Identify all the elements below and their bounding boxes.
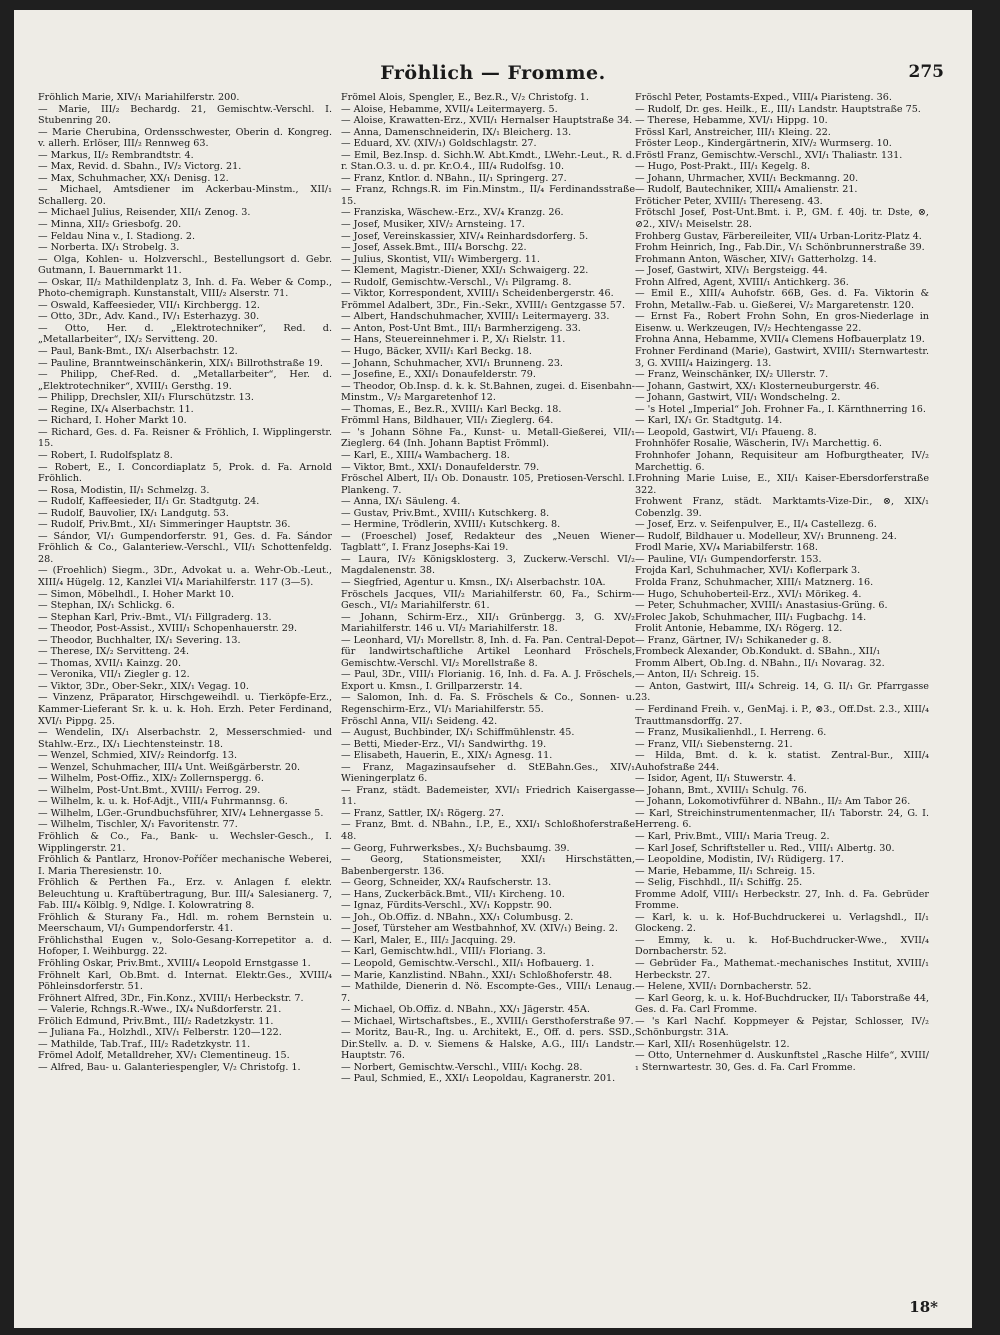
directory-entry: — Michael, Ob.Offiz. d. NBahn., XX/₁ Jägerstr. 45A. (341, 1004, 590, 1016)
directory-entry: — Emil, Bez.Insp. d. Sichh.W. Abt.Kmdt., LWehr.-Leut., R. d. r. Stan.O.3. u. d. pr. Kr.O.4., III/₄ Rudolfsg. 10. (341, 149, 635, 173)
directory-entry: — Hugo, Post-Prakt., III/₁ Kegelg. 8. (635, 161, 811, 173)
directory-entry: — Aloise, Krawatten-Erz., XVII/₁ Hernalser Hauptstraße 34. (341, 115, 633, 127)
directory-entry: — Oskar, II/₂ Mathildenplatz 3, Inh. d. Fa. Weber & Comp., Photo-chemigraph. Kunstanstalt, VIII/₂ Alserstr. 71. (38, 276, 332, 300)
directory-entry: — Georg, Stationsmeister, XXI/₁ Hirschstätten, Babenbergerstr. 136. (341, 854, 635, 877)
directory-entry: — Ignaz, Fürdits-Verschl., XV/₁ Koppstr. 90. (341, 900, 553, 912)
directory-entry: — Betti, Mieder-Erz., VI/₁ Sandwirthg. 19. (341, 738, 547, 750)
directory-entry: — Franz, Kntlor. d. NBahn., II/₁ Springerg. 27. (341, 172, 567, 184)
directory-entry: — Hugo, Bäcker, XVII/₁ Karl Beckg. 18. (341, 346, 532, 358)
directory-entry: — Ferdinand Freih. v., GenMaj. i. P., ⊗3., Off.Dst. 2.3., XIII/₄ Trauttmansdorffg. 27. (635, 703, 929, 727)
directory-entry: — Leopoldine, Modistin, IV/₁ Rüdigerg. 17. (635, 854, 844, 866)
directory-entry: — Theodor, Ob.Insp. d. k. k. St.Bahnen, zugei. d. Eisenbahn-Minstm., V/₂ Margaretenhof 12. (341, 380, 635, 404)
directory-entry: Fröhnelt Karl, Ob.Bmt. d. Internat. Elektr.Ges., XVIII/₄ Pöhleinsdorferstr. 51. (38, 969, 332, 993)
directory-entry: — Wilhelm, Post-Offiz., XIX/₂ Zollernspergg. 6. (38, 773, 264, 785)
directory-entry: — Emil E., XIII/₄ Auhofstr. 66B, Ges. d. Fa. Viktorin & Frohn, Metallw.-Fab. u. Gießerei, V/₂ Margaretenstr. 120. (635, 288, 929, 311)
directory-entry: — Wilhelm, Tischler, X/₁ Favoritenstr. 77. (38, 819, 238, 831)
directory-entry: — Therese, Hebamme, XVI/₁ Hippg. 10. (635, 115, 828, 127)
directory-entry: — Johann, Schuhmacher, XVI/₁ Brunneng. 23. (341, 357, 563, 369)
directory-entry: — Viktor, 3Dr., Ober-Sekr., XIX/₁ Vegag. 10. (38, 680, 249, 692)
directory-entry: Frohm Heinrich, Ing., Fab.Dir., V/₁ Schönbrunnerstraße 39. (635, 242, 925, 254)
directory-entry: Frohmann Anton, Wäscher, XIV/₁ Gatterholzg. 14. (635, 253, 877, 265)
directory-entry: — Franz, Bmt. d. NBahn., I.P., E., XXI/₁ Schloßhoferstraße 48. (341, 819, 635, 842)
directory-entry: Fröschel Albert, II/₁ Ob. Donaustr. 105, Pretiosen-Verschl. I. Plankeng. 7. (341, 473, 635, 496)
directory-entry: — Johann, Uhrmacher, XVII/₁ Beckmanng. 20. (635, 172, 859, 184)
directory-entry: — Hugo, Schuhoberteil-Erz., XVI/₁ Mörikeg. 4. (635, 588, 862, 600)
directory-entry: — Hans, Zuckerbäck.Bmt., VII/₁ Kircheng. 10. (341, 888, 565, 900)
directory-entry: — (Froeschel) Josef, Redakteur des „Neuen Wiener Tagblatt“, I. Franz Josephs-Kai 19. (341, 530, 635, 554)
directory-entry: Fröhlich & Sturany Fa., Hdl. m. rohem Bernstein u. Meerschaum, VI/₁ Gumpendorferstr. 41. (38, 911, 332, 935)
directory-entry: — Josef, Gastwirt, XIV/₁ Bergsteigg. 44. (635, 265, 828, 277)
directory-column-1 (38, 92, 332, 1073)
directory-entry: Fromme Adolf, VIII/₁ Herbeckstr. 27, Inh. d. Fa. Gebrüder Fromme. (635, 888, 929, 912)
directory-entry: Fromm Albert, Ob.Ing. d. NBahn., II/₁ Novarag. 32. (635, 657, 885, 669)
directory-entry: — Karl, Priv.Bmt., VIII/₁ Maria Treug. 2. (635, 831, 830, 842)
directory-entry: — Karl, IX/₁ Gr. Stadtgutg. 14. (635, 415, 783, 427)
directory-entry: — Wilhelm, k. u. k. Hof-Adjt., VIII/₄ Fuhrmannsg. 6. (38, 796, 288, 808)
directory-entry: Fröhlich & Pantlarz, Hronov-Poříčer mechanische Weberei, I. Maria Theresienstr. 10. (38, 854, 332, 877)
directory-entry: — Karl, E., XIII/₄ Wambacherg. 18. (341, 449, 510, 461)
directory-entry: — Paul, Bank-Bmt., IX/₁ Alserbachstr. 12. (38, 346, 238, 358)
directory-entry: — Johann, Gastwirt, XX/₁ Klosterneuburgerstr. 46. (635, 380, 880, 392)
directory-entry: — Simon, Möbelhdl., I. Hoher Markt 10. (38, 588, 235, 600)
directory-entry: Frömml Hans, Bildhauer, VII/₁ Zieglerg. 64. (341, 415, 554, 427)
directory-entry: — 's Johann Söhne Fa., Kunst- u. Metall-Gießerei, VII/₁ Zieglerg. 64 (Inh. Johann Baptist Frömml). (341, 426, 635, 450)
directory-entry: — Regine, IX/₄ Alserbachstr. 11. (38, 403, 194, 415)
directory-entry: — Albert, Handschuhmacher, XVIII/₁ Leitermayerg. 33. (341, 311, 610, 323)
directory-entry: — Franz, Magazinsaufseher d. StEBahn.Ges., XIV/₁ Wieningerplatz 6. (341, 761, 635, 785)
directory-entry: — Minna, XII/₂ Griesbofg. 20. (38, 219, 182, 231)
directory-entry: — Robert, E., I. Concordiaplatz 5, Prok. d. Fa. Arnold Fröhlich. (38, 461, 332, 485)
directory-entry: — Josef, Vereinskassier, XIV/₄ Reinhardsdorferg. 5. (341, 230, 589, 242)
directory-entry: Frölich Edmund, Priv.Bmt., III/₂ Radetzkystr. 11. (38, 1015, 274, 1027)
directory-entry: — Peter, Schuhmacher, XVIII/₁ Anastasius-Grüng. 6. (635, 600, 888, 612)
directory-entry: Fröster Leop., Kindergärtnerin, XIV/₂ Wurmserg. 10. (635, 138, 892, 150)
directory-entry: — Gebrüder Fa., Mathemat.-mechanisches Institut, XVIII/₁ Herbeckstr. 27. (635, 958, 929, 981)
directory-entry: Fröhlich Marie, XIV/₁ Mariahilferstr. 200. (38, 92, 240, 103)
directory-entry: — Anton, Gastwirt, III/₄ Schreig. 14, G. II/₁ Gr. Pfarrgasse 23. (635, 680, 929, 704)
directory-entry: — Eduard, XV. (XIV/₁) Goldschlagstr. 27. (341, 138, 537, 150)
directory-entry: — Pauline, Branntweinschänkerin, XIX/₁ Billrothstraße 19. (38, 357, 323, 369)
directory-entry: — Laura, IV/₂ Königsklosterg. 3, Zuckerw.-Verschl. VI/₂ Magdalenenstr. 38. (341, 553, 635, 577)
directory-entry: — Karl, Maler, E., III/₂ Jacquing. 29. (341, 934, 516, 946)
directory-entry: — Julius, Skontist, VII/₁ Wimbergerg. 11. (341, 253, 540, 265)
directory-entry: Frötschl Josef, Post-Unt.Bmt. i. P., GM. f. 40j. tr. Dste, ⊗, ⊘2., XIV/₁ Meiselstr. 28. (635, 207, 929, 231)
directory-entry: — Theodor, Buchhalter, IX/₁ Severing. 13. (38, 634, 241, 646)
directory-entry: — Anna, Damenschneiderin, IX/₁ Bleicherg. 13. (341, 126, 572, 138)
signature-mark: 18* (909, 1298, 938, 1316)
directory-entry: — Paul, 3Dr., VIII/₁ Florianig. 16, Inh. d. Fa. A. J. Fröschels, Export u. Kmsn., I. Grillparzerstr. 14. (341, 669, 635, 692)
directory-entry: — 's Karl Nachf. Koppmeyer & Pejstar, Schlosser, IV/₂ Schönburgstr. 31A. (635, 1015, 929, 1039)
directory-entry: — Gustav, Priv.Bmt., XVIII/₁ Kutschkerg. 8. (341, 507, 550, 519)
directory-entry: — Josef, Türsteher am Westbahnhof, XV. (XIV/₁) Being. 2. (341, 923, 618, 935)
directory-entry: — Salomon, Inh. d. Fa. S. Fröschels & Co., Sonnen- u. Regenschirm-Erz., VI/₁ Mariahilferstr. 55. (341, 692, 635, 715)
directory-entry: — Alfred, Bau- u. Galanteriespengler, V/₂ Christofg. 1. (38, 1061, 301, 1073)
directory-entry: Fröschl Peter, Postamts-Exped., VIII/₄ Piaristeng. 36. (635, 92, 892, 103)
directory-entry: — Ernst Fa., Robert Frohn Sohn, En gros-Niederlage in Eisenw. u. Werkzeugen, IV/₂ Hechtengasse 22. (635, 311, 929, 334)
directory-entry: Fröhlichsthal Eugen v., Solo-Gesang-Korrepetitor a. d. Hofoper, I. Weihburgg. 22. (38, 934, 332, 958)
directory-entry: Frohn Alfred, Agent, XVIII/₁ Antichkerg. 36. (635, 276, 849, 288)
directory-entry: — Georg, Schneider, XX/₄ Raufscherstr. 13. (341, 877, 552, 889)
directory-entry: — Michael Julius, Reisender, XII/₁ Zenog. 3. (38, 207, 251, 219)
directory-entry: Fröhlich & Co., Fa., Bank- u. Wechsler-Gesch., I. Wipplingerstr. 21. (38, 831, 332, 854)
directory-entry: — Karl Josef, Schriftsteller u. Red., VIII/₁ Albertg. 30. (635, 842, 895, 854)
directory-entry: — Anton, Post-Unt Bmt., III/₁ Barmherzigeng. 33. (341, 322, 581, 334)
directory-entry: — Viktor, Bmt., XXI/₁ Donaufelderstr. 79. (341, 461, 540, 473)
directory-entry: Fröhling Oskar, Priv.Bmt., XVIII/₄ Leopold Ernstgasse 1. (38, 958, 311, 970)
directory-entry: — Michael, Amtsdiener im Ackerbau-Minstm., XII/₁ Schallerg. 20. (38, 184, 332, 207)
directory-entry: Frohner Ferdinand (Marie), Gastwirt, XVIII/₁ Sternwartestr. 3, G. XVIII/₄ Haizingerg. 13. (635, 346, 929, 369)
directory-entry: Frolda Franz, Schuhmacher, XIII/₁ Matznerg. 16. (635, 576, 874, 588)
directory-entry: Fröhnert Alfred, 3Dr., Fin.Konz., XVIII/₁ Herbeckstr. 7. (38, 992, 304, 1004)
directory-entry: — Franz, VII/₁ Siebensterng. 21. (635, 738, 793, 750)
directory-entry: — Otto, Her. d. „Elektrotechniker“, Red. d. „Metallarbeiter“, IX/₂ Servitteng. 20. (38, 322, 332, 346)
directory-entry: — Karl, k. u. k. Hof-Buchdruckerei u. Verlagshdl., II/₁ Glockeng. 2. (635, 911, 929, 935)
directory-entry: — Karl, Gemischtw.hdl., VIII/₁ Floriang. 3. (341, 946, 546, 958)
directory-entry: — August, Buchbinder, IX/₁ Schiffmühlenstr. 45. (341, 727, 575, 739)
directory-entry: — Veronika, VII/₁ Ziegler g. 12. (38, 669, 190, 681)
directory-entry: — Franziska, Wäschew.-Erz., XV/₄ Kranzg. 26. (341, 207, 564, 219)
directory-entry: — Aloise, Hebamme, XVII/₄ Leitermayerg. 5. (341, 103, 558, 115)
directory-entry: — Josef, Erz. v. Seifenpulver, E., II/₄ Castellezg. 6. (635, 519, 877, 531)
directory-entry: Frömmel Adalbert, 3Dr., Fin.-Sekr., XVIII/₁ Gentzgasse 57. (341, 299, 626, 311)
directory-entry: — 's Hotel „Imperial“ Joh. Frohner Fa., I. Kärnthnerring 16. (635, 403, 926, 415)
directory-entry: — Siegfried, Agentur u. Kmsn., IX/₁ Alserbachstr. 10A. (341, 576, 606, 588)
directory-column-3 (635, 92, 929, 1073)
directory-entry: Frojda Karl, Schuhmacher, XVI/₁ Koflerpark 3. (635, 565, 861, 577)
directory-entry: — Karl, XII/₁ Rosenhügelstr. 12. (635, 1038, 790, 1050)
directory-entry: — Rudolf, Bauvolier, IX/₁ Landgutg. 53. (38, 507, 229, 519)
directory-entry: Frohning Marie Luise, E., XII/₁ Kaiser-Ebersdorferstraße 322. (635, 473, 929, 496)
directory-entry: — Selig, Fischhdl., II/₁ Schiffg. 25. (635, 877, 803, 889)
directory-page (14, 10, 972, 1328)
directory-entry: — Marie, Kanzlistind. NBahn., XXI/₁ Schloßhoferstr. 48. (341, 969, 613, 981)
directory-column-2 (341, 92, 635, 1085)
directory-entry: — Helene, XVII/₁ Dornbacherstr. 52. (635, 981, 812, 993)
directory-entry: — Hermine, Trödlerin, XVIII/₁ Kutschkerg. 8. (341, 519, 561, 531)
directory-entry: — Philipp, Drechsler, XII/₁ Flurschützstr. 13. (38, 392, 254, 404)
directory-entry: — Richard, I. Hoher Markt 10. (38, 415, 187, 427)
directory-entry: — Rudolf, Bautechniker, XIII/₄ Amalienstr. 21. (635, 184, 858, 196)
directory-entry: — Max, Schuhmacher, XX/₁ Denisg. 12. (38, 172, 229, 184)
directory-entry: — Anna, IX/₁ Säuleng. 4. (341, 496, 461, 508)
directory-entry: — Feldau Nina v., I. Stadiong. 2. (38, 230, 196, 242)
directory-entry: — Olga, Kohlen- u. Holzverschl., Bestellungsort d. Gebr. Gutmann, I. Bauernmarkt 11. (38, 253, 332, 277)
page-header (14, 62, 972, 92)
directory-entry: — Elisabeth, Hauerin, E., XIX/₁ Agnesg. 11. (341, 750, 553, 762)
directory-entry: Frohberg Gustav, Färbereileiter, VII/₄ Urban-Loritz-Platz 4. (635, 230, 922, 242)
directory-entry: — Otto, Unternehmer d. Auskunftstel „Rasche Hilfe“, XVIII/₁ Sternwartestr. 30, Ges. d. Fa. Carl Fromme. (635, 1050, 929, 1073)
directory-entry: — Thomas, XVII/₁ Kainzg. 20. (38, 657, 181, 669)
directory-entry: — Rudolf, Bildhauer u. Modelleur, XV/₁ Brunneng. 24. (635, 530, 897, 542)
directory-entry: Fröhlich & Perthen Fa., Erz. v. Anlagen f. elektr. Beleuchtung u. Kraftübertragung, Bur. III/₄ Salesianerg. 7, Fab. III/₄ Kölblg. 9, Ndlge. I. Kolowratring 8. (38, 877, 332, 912)
directory-entry: — Stephan Karl, Priv.-Bmt., VI/₁ Fillgraderg. 13. (38, 611, 272, 623)
directory-entry: Frohnhofer Johann, Requisiteur am Hofburgtheater, IV/₂ Marchettig. 6. (635, 449, 929, 473)
page-title: Fröhlich — Fromme. (380, 62, 606, 84)
directory-entry: — Wenzel, Schmied, XIV/₂ Reindorfg. 13. (38, 750, 238, 762)
directory-entry: — Thomas, E., Bez.R., XVIII/₁ Karl Beckg. 18. (341, 403, 562, 415)
directory-entry: Frohna Anna, Hebamme, XVII/₄ Clemens Hofbauerplatz 19. (635, 334, 925, 346)
directory-entry: — Leonhard, VI/₁ Morellstr. 8, Inh. d. Fa. Pan. Central-Depot für landwirtschaftliche Artikel Leonhard Fröschels, Gemischtw.-Verschl. VI/₂ Morellstraße 8. (341, 634, 635, 669)
directory-entry: — Joh., Ob.Offiz. d. NBahn., XX/₁ Columbusg. 2. (341, 911, 574, 923)
directory-entry: — Josefine, E., XXI/₁ Donaufelderstr. 79. (341, 369, 536, 381)
directory-entry: — Johann, Lokomotivführer d. NBahn., II/₂ Am Tabor 26. (635, 796, 911, 808)
directory-entry: — Wendelin, IX/₁ Alserbachstr. 2, Messerschmied- und Stahlw.-Erz., IX/₁ Liechtensteinstr. 18. (38, 727, 332, 750)
directory-entry: — Stephan, IX/₁ Schlickg. 6. (38, 600, 175, 612)
directory-entry: — Georg, Fuhrwerksbes., X/₂ Buchsbaumg. 39. (341, 842, 570, 854)
directory-entry: — Rudolf, Gemischtw.-Verschl., V/₁ Pilgramg. 8. (341, 276, 572, 288)
directory-entry: — Josef, Assek.Bmt., III/₄ Borschg. 22. (341, 242, 527, 254)
directory-entry: — Leopold, Gemischtw.-Verschl., XII/₁ Hofbauerg. 1. (341, 958, 595, 970)
directory-entry: — Mathilde, Tab.Traf., III/₂ Radetzkystr. 11. (38, 1038, 251, 1050)
directory-entry: Fröticher Peter, XVIII/₁ Thereseng. 43. (635, 195, 823, 207)
directory-entry: — Robert, I. Rudolfsplatz 8. (38, 449, 173, 461)
directory-entry: Fröschels Jacques, VII/₂ Mariahilferstr. 60, Fa., Schirm-Gesch., VI/₂ Mariahilferstr. 61. (341, 588, 635, 612)
directory-entry: — Viktor, Korrespondent, XVIII/₁ Scheidenbergerstr. 46. (341, 288, 614, 300)
directory-entry: — Johann, Gastwirt, VII/₁ Wondschelng. 2. (635, 392, 841, 404)
directory-entry: Frolec Jakob, Schuhmacher, III/₁ Fugbachg. 14. (635, 611, 867, 623)
directory-entry: Frohwent Franz, städt. Marktamts-Vize-Dir., ⊗, XIX/₁ Cobenzlg. 39. (635, 496, 929, 519)
directory-entry: — Franz, Gärtner, IV/₁ Schikaneder g. 8. (635, 634, 832, 646)
page-number: 275 (908, 62, 944, 82)
directory-entry: — Wilhelm, Post-Unt.Bmt., XVIII/₁ Ferrog. 29. (38, 784, 261, 796)
directory-entry: — Johann, Schirm-Erz., XII/₁ Grünbergg. 3, G. XV/₂ Mariahilferstr. 146 u. VI/₂ Mariahilferstr. 18. (341, 611, 635, 635)
directory-entry: — Emmy, k. u. k. Hof-Buchdrucker-Wwe., XVII/₄ Dornbacherstr. 52. (635, 934, 929, 958)
directory-entry: — Norbert, Gemischtw.-Verschl., VIII/₁ Kochg. 28. (341, 1061, 583, 1073)
directory-entry: Frombeck Alexander, Ob.Kondukt. d. SBahn., XII/₁ (635, 646, 881, 658)
directory-entry: — Johann, Bmt., XVIII/₁ Schulg. 76. (635, 784, 807, 796)
directory-entry: — Otto, 3Dr., Adv. Kand., IV/₁ Esterhazyg. 30. (38, 311, 260, 323)
directory-entry: — Marie, Hebamme, II/₁ Schreig. 15. (635, 865, 816, 877)
directory-entry: — Rudolf, Dr. ges. Heilk., E., III/₁ Landstr. Hauptstraße 75. (635, 103, 921, 115)
directory-entry: — Wenzel, Schuhmacher, III/₄ Unt. Weißgärberstr. 20. (38, 761, 301, 773)
directory-entry: — Therese, IX/₂ Servitteng. 24. (38, 646, 189, 658)
directory-entry: — Mathilde, Dienerin d. Nö. Escompte-Ges., VIII/₁ Lenaug. 7. (341, 981, 635, 1004)
directory-entry: — Valerie, Rchngs.R.-Wwe., IX/₄ Nußdorferstr. 21. (38, 1004, 282, 1016)
directory-entry: — Karl, Streichinstrumentenmacher, II/₁ Taborstr. 24, G. I. Herreng. 6. (635, 807, 929, 831)
directory-entry: — (Froehlich) Siegm., 3Dr., Advokat u. a. Wehr-Ob.-Leut., XIII/₄ Hügelg. 12, Kanzlei VI/₄ Mariahilferstr. 117 (3—5). (38, 565, 332, 588)
directory-entry: — Rudolf, Kaffeesieder, II/₁ Gr. Stadtgutg. 24. (38, 496, 260, 508)
directory-entry: — Rudolf, Priv.Bmt., XI/₁ Simmeringer Hauptstr. 36. (38, 519, 291, 531)
directory-entry: Fröschl Anna, VII/₁ Seideng. 42. (341, 715, 498, 727)
directory-entry: — Paul, Schmied, E., XXI/₁ Leopoldau, Kagranerstr. 201. (341, 1073, 616, 1085)
directory-entry: — Norberta. IX/₁ Strobelg. 3. (38, 242, 180, 254)
directory-entry: — Josef, Musiker, XIV/₂ Arnsteing. 17. (341, 219, 525, 231)
directory-entry: Frössl Karl, Anstreicher, III/₁ Kleing. 22. (635, 126, 831, 138)
directory-entry: — Anton, II/₁ Schreig. 15. (635, 669, 760, 681)
directory-entry: — Oswald, Kaffeesieder, VII/₁ Kirchbergg. 12. (38, 299, 260, 311)
directory-entry: — Hans, Steuereinnehmer i. P., X/₁ Rielstr. 11. (341, 334, 566, 346)
directory-entry: — Hilda, Bmt. d. k. k. statist. Zentral-Bur., XIII/₄ Auhofstraße 244. (635, 750, 929, 773)
directory-entry: — Michael, Wirtschaftsbes., E., XVIII/₁ Gersthoferstraße 97. (341, 1015, 634, 1027)
directory-entry: — Klement, Magistr.-Diener, XXI/₁ Schwaigerg. 22. (341, 265, 589, 277)
directory-entry: Frömel Adolf, Metalldreher, XV/₁ Clementineug. 15. (38, 1050, 290, 1062)
directory-entry: — Marie, III/₂ Bechardg. 21, Gemischtw.-Verschl. I. Stubenring 20. (38, 103, 332, 127)
directory-entry: — Franz, Sattler, IX/₁ Rögerg. 27. (341, 807, 504, 819)
directory-entry: — Rosa, Modistin, II/₁ Schmelzg. 3. (38, 484, 210, 496)
directory-entry: Fröstl Franz, Gemischtw.-Verschl., XVI/₁ Thaliastr. 131. (635, 149, 903, 161)
directory-entry: — Franz, Rchngs.R. im Fin.Minstm., II/₄ Ferdinandsstraße 15. (341, 184, 635, 207)
directory-entry: — Franz, Weinschänker, IX/₂ Ullerstr. 7. (635, 369, 829, 381)
directory-entry: — Moritz, Bau-R., Ing. u. Architekt, E., Off. d. pers. SSD., Dir.Stellv. a. D. v. Siemens & Halske, A.G., III/₁ Landstr. Hauptstr. 76. (341, 1027, 635, 1062)
directory-entry: — Pauline, VI/₁ Gumpendorferstr. 153. (635, 553, 822, 565)
directory-entry: — Philipp, Chef-Red. d. „Metallarbeiter“, Her. d. „Elektrotechniker“, XVIII/₁ Gersthg. 19. (38, 369, 332, 392)
directory-entry: — Karl Georg, k. u. k. Hof-Buchdrucker, II/₁ Taborstraße 44, Ges. d. Fa. Carl Fromme. (635, 992, 929, 1016)
directory-entry: Frodl Marie, XV/₄ Mariabilferstr. 168. (635, 542, 818, 554)
directory-entry: Frohnhöfer Rosalie, Wäscherin, IV/₁ Marchettig. 6. (635, 438, 882, 450)
directory-entry: — Franz, Musikalienhdl., I. Herreng. 6. (635, 727, 827, 739)
directory-entry: — Max, Revid. d. Sbahn., IV/₂ Victorg. 21. (38, 161, 242, 173)
directory-entry: — Theodor, Post-Assist., XVIII/₁ Schopenhauerstr. 29. (38, 623, 298, 635)
directory-entry: — Marie Cherubina, Ordensschwester, Oberin d. Kongreg. v. allerh. Erlöser, III/₂ Rennweg 63. (38, 126, 332, 150)
directory-entry: — Franz, städt. Bademeister, XVI/₁ Friedrich Kaisergasse 11. (341, 784, 635, 808)
directory-entry: Frömel Alois, Spengler, E., Bez.R., V/₂ Christofg. 1. (341, 92, 589, 103)
directory-entry: Frolit Antonie, Hebamme, IX/₁ Rögerg. 12. (635, 623, 843, 635)
directory-entry: — Leopold, Gastwirt, VI/₁ Pfaueng. 8. (635, 426, 817, 438)
directory-entry: — Markus, II/₂ Rembrandtstr. 4. (38, 149, 194, 161)
directory-entry: — Sándor, VI/₁ Gumpendorferstr. 91, Ges. d. Fa. Sándor Fröhlich & Co., Galanteriew.-Verschl., VII/₁ Schottenfeldg. 28. (38, 530, 332, 565)
directory-entry: — Vinzenz, Präparator, Hirschgeweihdl. u. Tierköpfe-Erz., Kammer-Lieferant Sr. k. u. k. Hoh. Erzh. Peter Ferdinand, XVI/₁ Pippg. 25. (38, 692, 332, 727)
directory-entry: — Juliana Fa., Holzhdl., XIV/₁ Felberstr. 120—122. (38, 1027, 282, 1039)
directory-entry: — Wilhelm, LGer.-Grundbuchsführer, XIV/₄ Lehnergasse 5. (38, 807, 324, 819)
directory-entry: — Richard, Ges. d. Fa. Reisner & Fröhlich, I. Wipplingerstr. 15. (38, 426, 332, 450)
directory-entry: — Isidor, Agent, II/₁ Stuwerstr. 4. (635, 773, 797, 785)
